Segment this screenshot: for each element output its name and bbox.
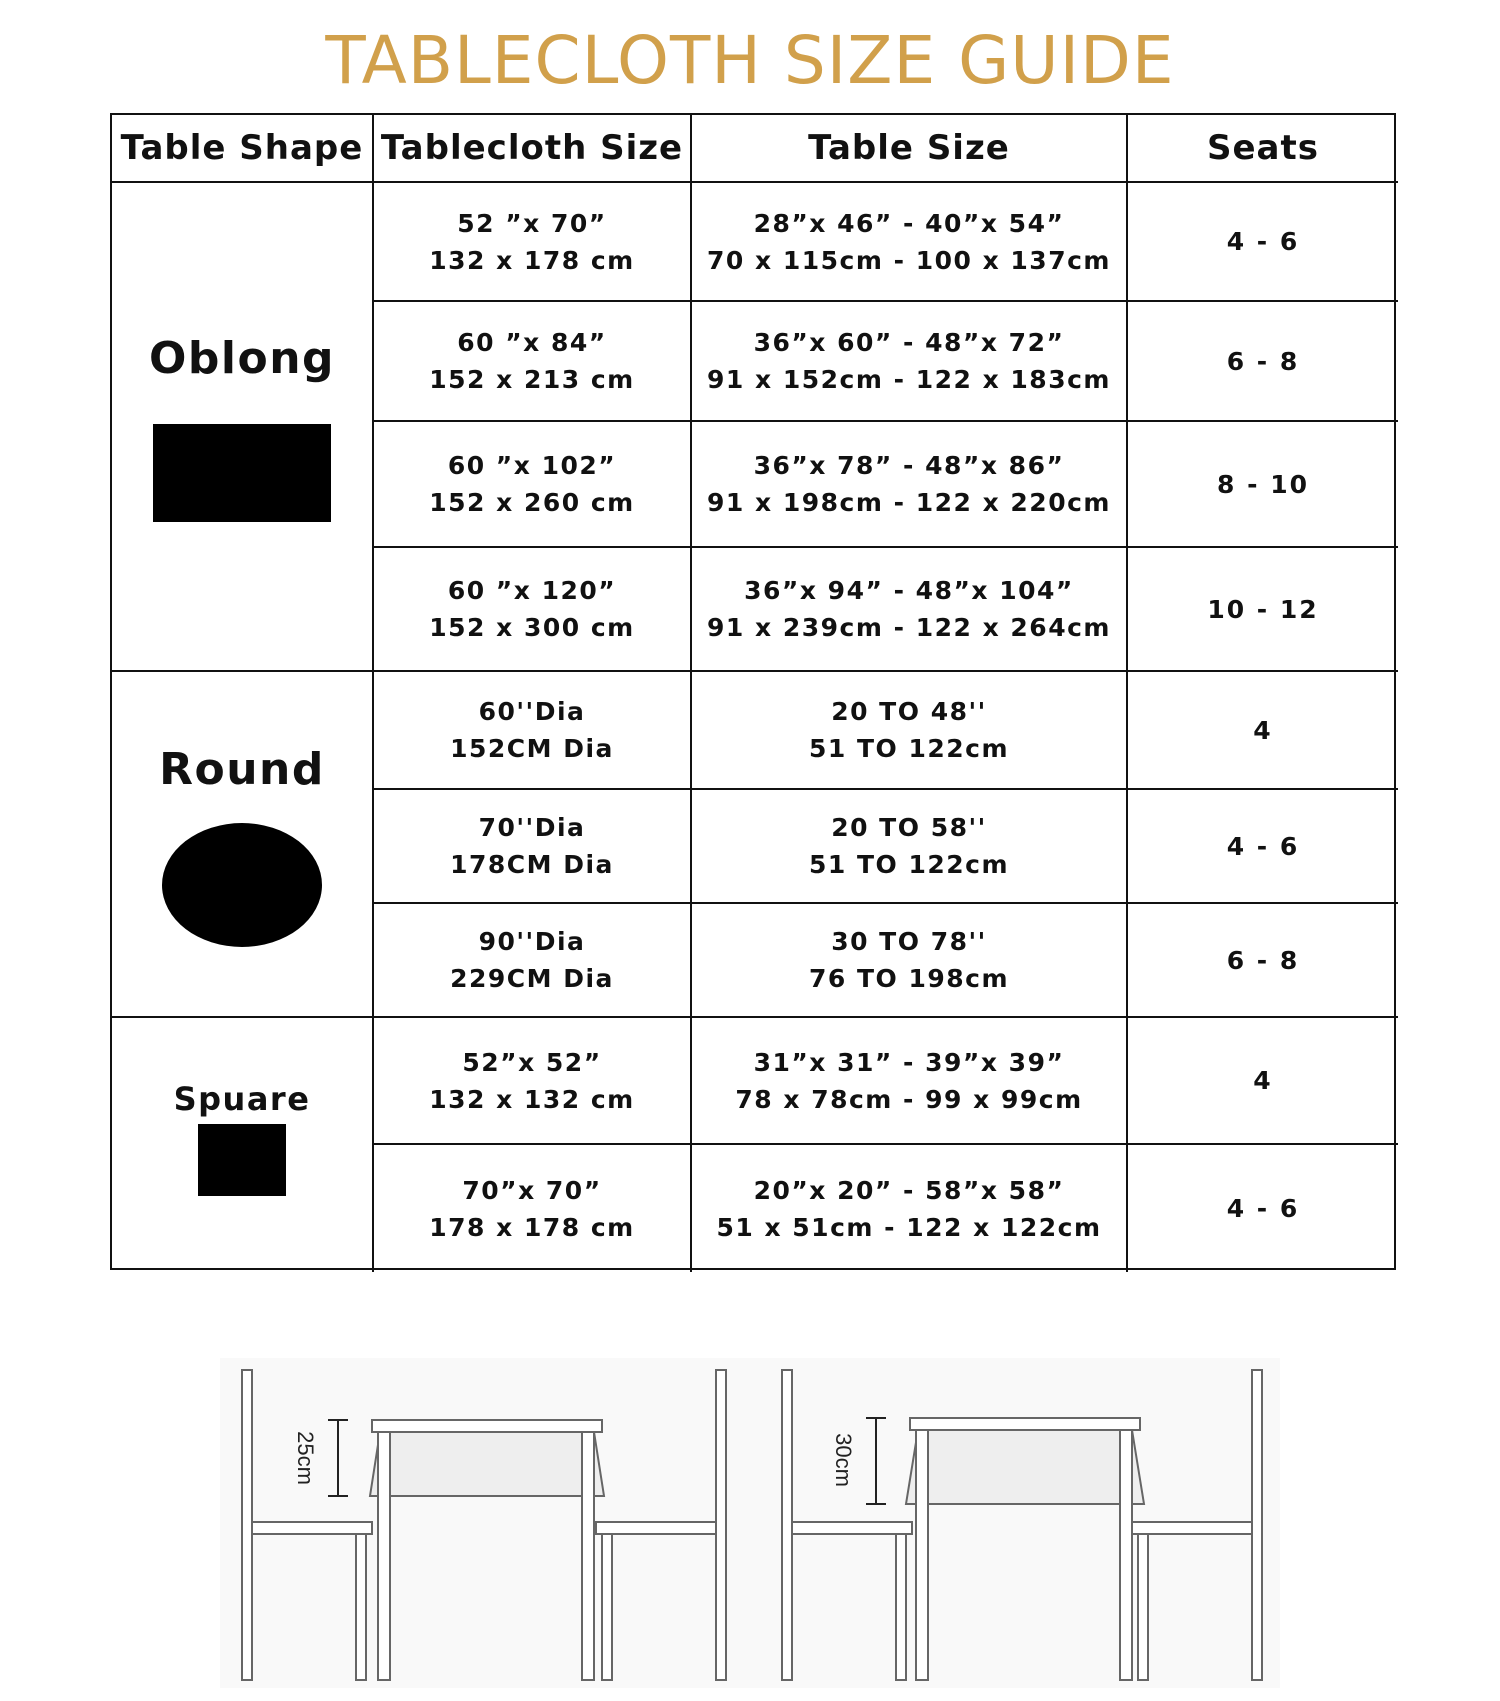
table-size-cm: 51 x 51cm - 122 x 122cm — [716, 1212, 1102, 1242]
tablecloth-size-cm: 152 x 213 cm — [429, 365, 635, 394]
shape-cell-square — [112, 1018, 374, 1272]
tablecloth-size-inches: 52 ”x 70” — [457, 208, 607, 238]
oval-shape-icon — [162, 823, 322, 947]
table-size-cell — [692, 672, 1128, 790]
tablecloth-size-cm: 152CM Dia — [450, 734, 614, 763]
tablecloth-size-cm: 229CM Dia — [450, 964, 614, 993]
table-size-cell — [692, 183, 1128, 302]
table-size-inches: 30 TO 78'' — [831, 927, 987, 956]
tablecloth-size-cell — [374, 790, 692, 904]
drop-label-25: 25cm — [293, 1431, 318, 1485]
tablecloth-size-cm: 152 x 260 cm — [429, 488, 635, 517]
tablecloth-size-cm: 132 x 178 cm — [429, 245, 635, 275]
seats-cell: 6 - 8 — [1128, 302, 1398, 422]
drop-label-30: 30cm — [831, 1433, 856, 1487]
tablecloth-size-inches: 70''Dia — [478, 813, 586, 842]
header-table-shape: Table Shape — [112, 115, 374, 183]
seats-cell: 4 — [1128, 1018, 1398, 1145]
tablecloth-size-cm: 152 x 300 cm — [429, 613, 635, 642]
shape-label-round: Round — [159, 744, 325, 795]
table-size-cm: 51 TO 122cm — [808, 734, 1010, 763]
table-size-cm: 76 TO 198cm — [808, 964, 1010, 993]
table-size-cm: 78 x 78cm - 99 x 99cm — [735, 1084, 1083, 1114]
table-size-inches: 36”x 60” - 48”x 72” — [753, 328, 1065, 357]
shape-label-square: Spuare — [173, 1080, 311, 1118]
rectangle-shape-icon — [153, 424, 331, 522]
table-size-inches: 31”x 31” - 39”x 39” — [753, 1047, 1065, 1077]
header-seats: Seats — [1128, 115, 1398, 183]
tablecloth-size-cell — [374, 183, 692, 302]
tablecloth-size-cell — [374, 1018, 692, 1145]
table-size-cell — [692, 790, 1128, 904]
table-size-cell — [692, 302, 1128, 422]
table-size-cm: 91 x 198cm - 122 x 220cm — [707, 488, 1111, 517]
table-size-cell — [692, 422, 1128, 548]
table-size-inches: 28”x 46” - 40”x 54” — [753, 208, 1065, 238]
seats-cell: 8 - 10 — [1128, 422, 1398, 548]
table-size-inches: 20 TO 48'' — [831, 697, 987, 726]
shape-cell-oblong — [112, 183, 374, 672]
tablecloth-size-cell — [374, 302, 692, 422]
page-title: TABLECLOTH SIZE GUIDE — [325, 22, 1175, 99]
shape-cell-round — [112, 672, 374, 1018]
tablecloth-size-cm: 178 x 178 cm — [429, 1212, 635, 1242]
tablecloth-size-inches: 60 ”x 120” — [447, 576, 617, 605]
table-size-inches: 20”x 20” - 58”x 58” — [753, 1175, 1065, 1205]
table-size-cm: 70 x 115cm - 100 x 137cm — [707, 245, 1111, 275]
table-size-cm: 91 x 152cm - 122 x 183cm — [707, 365, 1111, 394]
square-shape-icon — [198, 1124, 286, 1196]
tablecloth-size-cell — [374, 672, 692, 790]
table-size-inches: 36”x 78” - 48”x 86” — [753, 451, 1065, 480]
header-tablecloth-size: Tablecloth Size — [374, 115, 692, 183]
tablecloth-size-cell — [374, 422, 692, 548]
seats-cell: 10 - 12 — [1128, 548, 1398, 672]
table-size-cell — [692, 1018, 1128, 1145]
seats-cell: 4 - 6 — [1128, 790, 1398, 904]
tablecloth-size-inches: 70”x 70” — [462, 1175, 602, 1205]
seats-cell: 4 - 6 — [1128, 183, 1398, 302]
table-size-inches: 36”x 94” - 48”x 104” — [744, 576, 1074, 605]
tablecloth-size-cell — [374, 548, 692, 672]
seats-cell: 6 - 8 — [1128, 904, 1398, 1018]
seats-cell: 4 - 6 — [1226, 1194, 1300, 1223]
seats-cell: 4 — [1128, 672, 1398, 790]
table-size-cm: 51 TO 122cm — [808, 850, 1010, 879]
tablecloth-size-inches: 60''Dia — [478, 697, 586, 726]
tablecloth-size-cell — [374, 1145, 692, 1272]
tablecloth-size-cm: 132 x 132 cm — [429, 1084, 635, 1114]
header-table-size: Table Size — [692, 115, 1128, 183]
table-size-cell — [692, 548, 1128, 672]
tablecloth-drop-diagram — [220, 1358, 1280, 1688]
table-size-inches: 20 TO 58'' — [831, 813, 987, 842]
tablecloth-size-cm: 178CM Dia — [450, 850, 614, 879]
table-size-cell — [692, 904, 1128, 1018]
tablecloth-size-inches: 60 ”x 84” — [457, 328, 607, 357]
tablecloth-size-cell — [374, 904, 692, 1018]
table-size-cell — [692, 1145, 1128, 1272]
tablecloth-size-inches: 90''Dia — [478, 927, 586, 956]
tablecloth-size-inches: 52”x 52” — [462, 1047, 602, 1077]
tablecloth-size-inches: 60 ”x 102” — [447, 451, 617, 480]
shape-label-oblong: Oblong — [148, 333, 336, 384]
table-size-cm: 91 x 239cm - 122 x 264cm — [707, 613, 1111, 642]
size-guide-table — [110, 113, 1396, 1270]
